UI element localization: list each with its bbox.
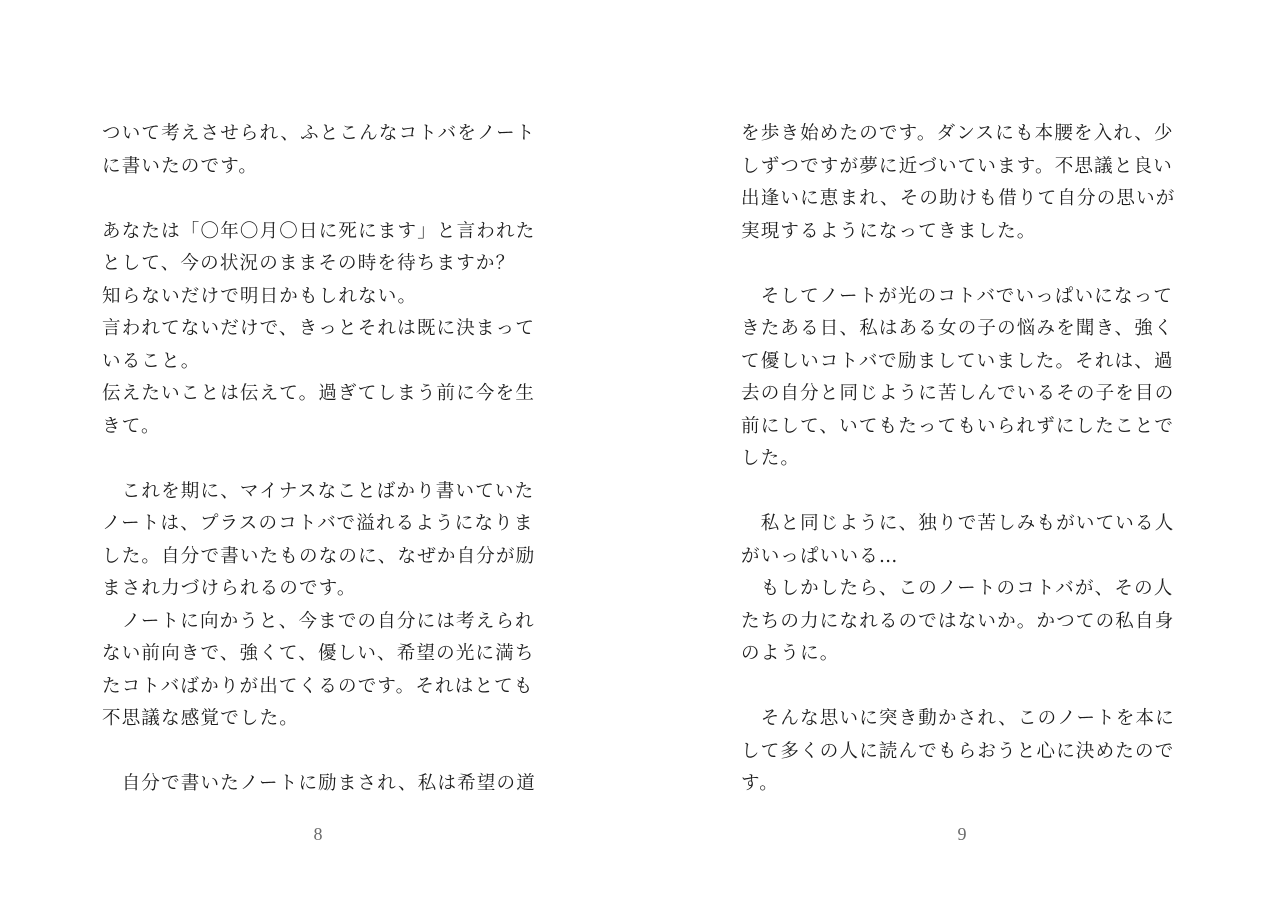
text-line: 実現するようになってきました。 xyxy=(741,220,1037,242)
text-line: のように。 xyxy=(741,643,840,664)
text-line: した。自分で書いたものなのに、なぜか自分が励 xyxy=(102,545,536,567)
left-page-number: 8 xyxy=(313,824,323,844)
text-line: 伝えたいことは伝えて。過ぎてしまう前に今を生 xyxy=(102,383,536,404)
text-line: きたある日、私はある女の子の悩みを聞き、強く xyxy=(741,318,1174,339)
text-line xyxy=(102,736,552,769)
text-line xyxy=(741,476,1191,509)
text-line: これを期に、マイナスなことばかり書いていた xyxy=(102,480,535,502)
text-line: たコトバばかりが出てくるのです。それはとても xyxy=(102,675,534,697)
text-line: て優しいコトバで励ましていました。それは、過 xyxy=(741,350,1174,372)
text-line: ノートは、プラスのコトバで溢れるようになりま xyxy=(102,513,534,534)
text-line: 不思議な感覚でした。 xyxy=(102,708,300,729)
text-line: まされ力づけられるのです。 xyxy=(102,578,357,599)
text-line xyxy=(102,443,552,476)
text-line: たちの力になれるのではないか。かつての私自身 xyxy=(741,610,1175,632)
left-page-text xyxy=(102,118,552,801)
right-page-text xyxy=(741,118,1191,801)
text-line: ノートに向かうと、今までの自分には考えられ xyxy=(102,610,535,632)
text-line: を歩き始めたのです。ダンスにも本腰を入れ、少 xyxy=(741,123,1174,144)
text-line: しずつですが夢に近づいています。不思議と良い xyxy=(741,155,1173,177)
text-line xyxy=(102,183,552,216)
text-line: として、今の状況のままその時を待ちますか？ xyxy=(102,253,516,274)
text-line: 知らないだけで明日かもしれない。 xyxy=(102,285,418,307)
text-line: いること。 xyxy=(102,350,201,372)
right-page-number: 9 xyxy=(957,824,967,844)
text-line: 言われてないだけで、きっとそれは既に決まって xyxy=(102,318,536,339)
text-line: そんな思いに突き動かされ、このノートを本に xyxy=(741,708,1175,729)
text-line: ついて考えさせられ、ふとこんなコトバをノート xyxy=(102,123,536,144)
text-line: 前にして、いてもたってもいられずにしたことで xyxy=(741,415,1175,437)
text-line xyxy=(741,671,1191,704)
text-line: がいっぱいいる… xyxy=(741,545,899,567)
left-page xyxy=(102,118,552,801)
text-line: して多くの人に読んでもらおうと心に決めたので xyxy=(741,740,1175,762)
text-line: 出逢いに恵まれ、その助けも借りて自分の思いが xyxy=(741,188,1176,209)
text-line: 私と同じように、独りで苦しみもがいている人 xyxy=(741,513,1175,534)
text-line xyxy=(741,248,1191,281)
text-line: した。 xyxy=(741,448,801,469)
text-line: ない前向きで、強くて、優しい、希望の光に満ち xyxy=(102,643,535,664)
text-line: きて。 xyxy=(102,415,161,437)
text-line: そしてノートが光のコトバでいっぱいになって xyxy=(741,285,1174,307)
text-line: もしかしたら、このノートのコトバが、その人 xyxy=(741,578,1174,599)
text-line: す。 xyxy=(741,773,779,794)
text-line: 去の自分と同じように苦しんでいるその子を目の xyxy=(741,383,1175,404)
text-line: 自分で書いたノートに励まされ、私は希望の道 xyxy=(102,773,536,794)
text-line: に書いたのです。 xyxy=(102,155,259,177)
right-page xyxy=(741,118,1191,801)
text-line: あなたは「〇年〇月〇日に死にます」と言われた xyxy=(102,220,536,242)
